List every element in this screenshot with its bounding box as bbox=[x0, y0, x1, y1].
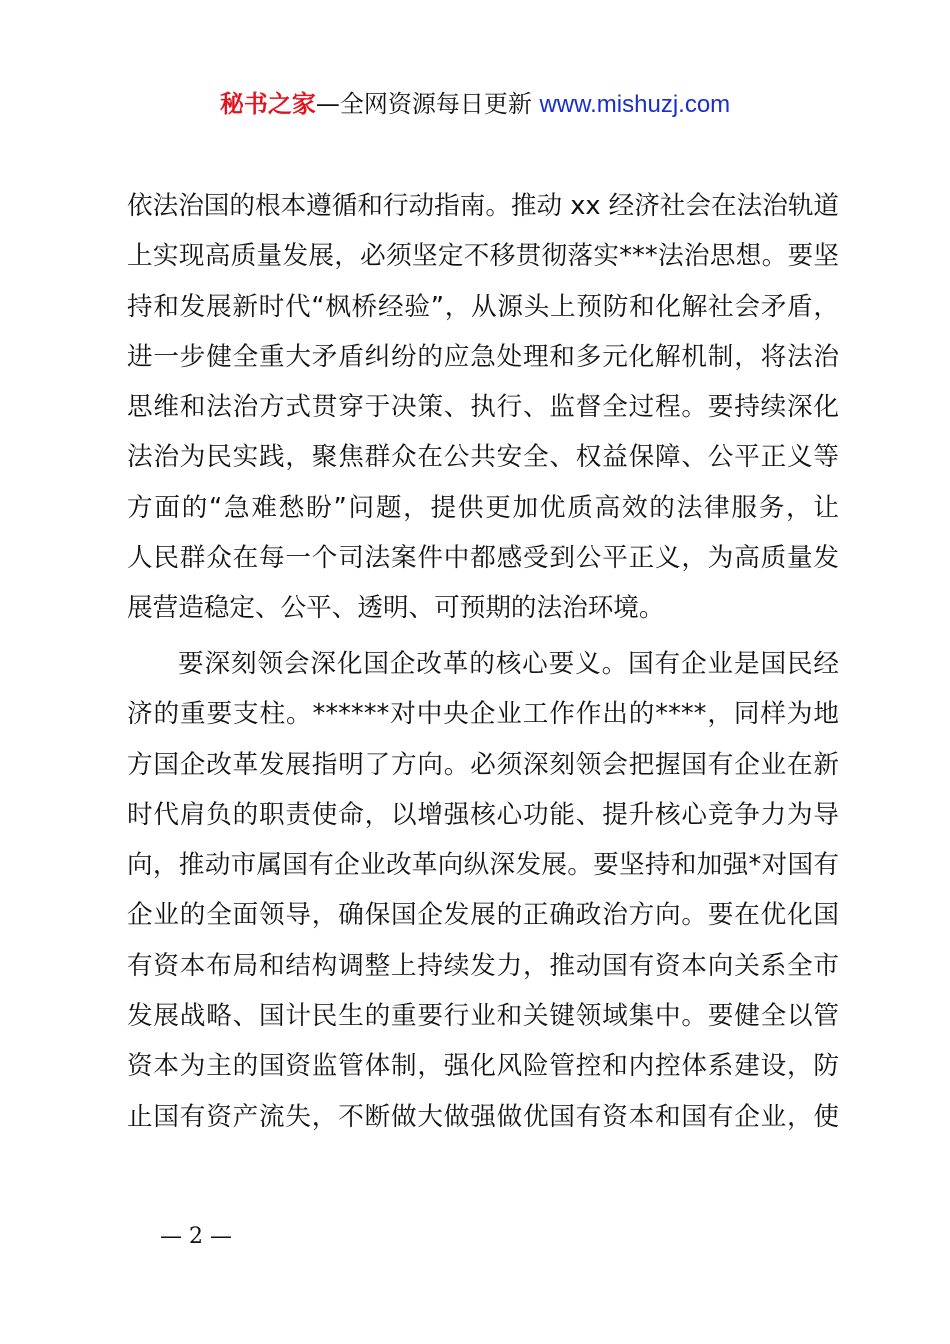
text-line: 进一步健全重大矛盾纠纷的应急处理和多元化解机制，将法治 bbox=[127, 341, 839, 372]
text-line: 济的重要支柱。******对中央企业工作作出的****，同样为地 bbox=[127, 699, 839, 730]
text-line: 持和发展新时代“枫桥经验”，从源头上预防和化解社会矛盾， bbox=[127, 291, 839, 322]
paragraph-2 bbox=[127, 639, 839, 1142]
text-line: 发展战略、国计民生的重要行业和关键领域集中。要健全以管 bbox=[127, 1001, 839, 1032]
text-line: 人民群众在每一个司法案件中都感受到公平正义，为高质量发 bbox=[127, 543, 839, 574]
text-line: 依法治国的根本遵循和行动指南。推动 xx 经济社会在法治轨道 bbox=[127, 191, 840, 221]
text-line: 止国有资产流失，不断做大做强做优国有资本和国有企业，使 bbox=[127, 1101, 839, 1132]
site-brand-name: 秘书之家 bbox=[219, 90, 316, 118]
text-line: 要深刻领会深化国企改革的核心要义。国有企业是国民经 bbox=[178, 649, 839, 679]
text-line: 方面的“急难愁盼”问题，提供更加优质高效的法律服务，让 bbox=[127, 492, 839, 523]
text-line: 上实现高质量发展，必须坚定不移贯彻落实***法治思想。要坚 bbox=[127, 241, 839, 272]
site-url-link[interactable]: www.mishuzj.com bbox=[539, 91, 731, 118]
paragraph-1 bbox=[127, 181, 839, 634]
site-header bbox=[0, 88, 950, 121]
text-line: 向，推动市属国有企业改革向纵深发展。要坚持和加强*对国有 bbox=[127, 850, 839, 881]
text-line: 有资本布局和结构调整上持续发力，推动国有资本向关系全市 bbox=[127, 950, 839, 981]
text-line: 展营造稳定、公平、透明、可预期的法治环境。 bbox=[127, 593, 665, 624]
text-line: 时代肩负的职责使命，以增强核心功能、提升核心竞争力为导 bbox=[127, 799, 839, 830]
site-tagline: —全网资源每日更新 bbox=[315, 90, 540, 118]
page-number: — 2 — bbox=[160, 1224, 232, 1249]
text-line: 企业的全面领导，确保国企发展的正确政治方向。要在优化国 bbox=[127, 900, 839, 931]
text-line: 法治为民实践，聚焦群众在公共安全、权益保障、公平正义等 bbox=[127, 442, 839, 473]
text-line: 资本为主的国资监管体制，强化风险管控和内控体系建设，防 bbox=[127, 1051, 839, 1082]
text-line: 思维和法治方式贯穿于决策、执行、监督全过程。要持续深化 bbox=[127, 392, 839, 423]
text-line: 方国企改革发展指明了方向。必须深刻领会把握国有企业在新 bbox=[127, 749, 839, 780]
